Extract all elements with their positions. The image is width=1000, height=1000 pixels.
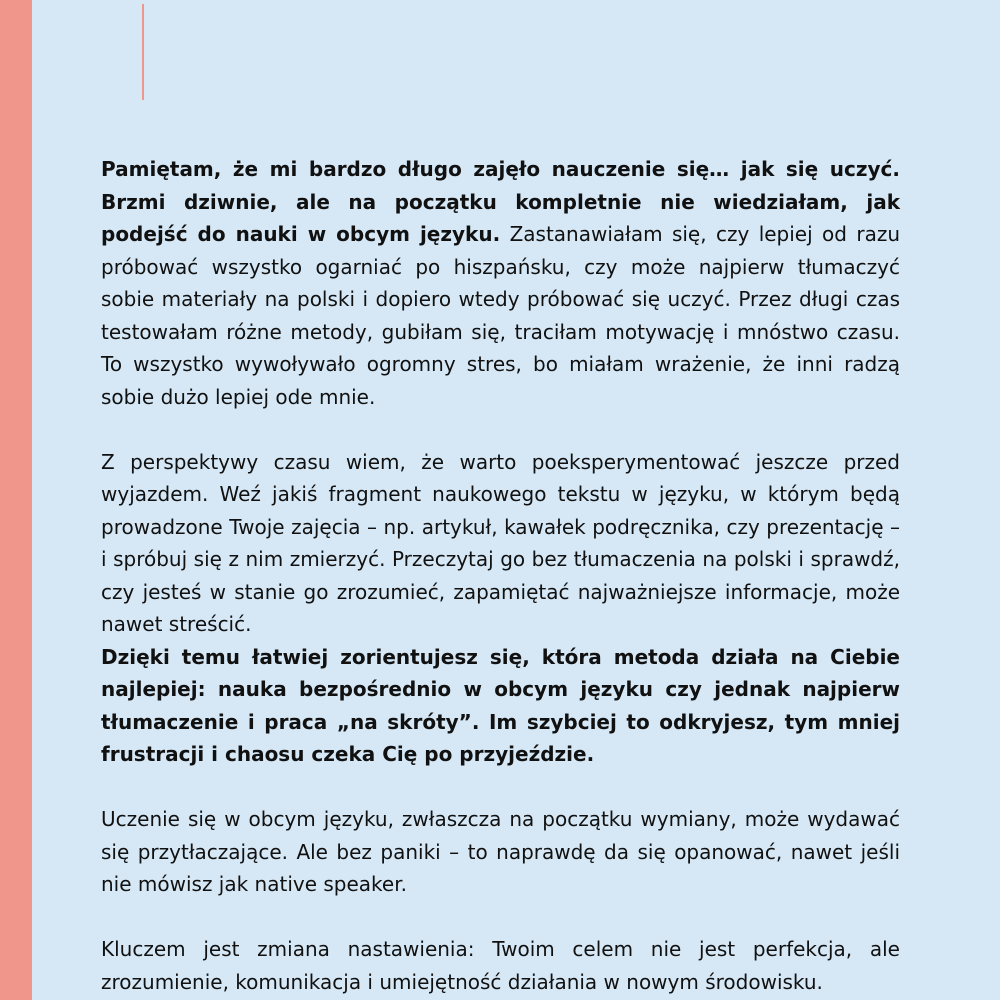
paragraph-intro — [101, 153, 900, 413]
paragraph-experiment: Z perspektywy czasu wiem, że warto poeksperymentować jeszcze przed wyjazdem. Weź jakiś fragment naukowego tekstu w języku, w którym będą prowadzone Twoje zajęcia – np. artykuł, kawałek podręcznika, czy prezentację – i spróbuj się z nim zmierzyć. Przeczytaj go bez tłumaczenia na polski i sprawdź, czy jesteś w stanie go zrozumieć, zapamiętać najważniejsze informacje, może nawet streścić. — [101, 449, 900, 636]
article-body — [101, 153, 900, 998]
paragraph-mindset: Kluczem jest zmiana nastawienia: Twoim celem nie jest perfekcja, ale zrozumienie, komunikacja i umiejętność działania w nowym środowisku. — [101, 937, 900, 994]
paragraph-method-tip: Dzięki temu łatwiej zorientujesz się, która metoda działa na Ciebie najlepiej: nauka bezpośrednio w obcym języku czy jednak najpierw tłumaczenie i praca „na skróty”. Im szybciej to odkryjesz, tym mniej frustracji i chaosu czeka Cię po przyjeździe. — [101, 644, 900, 766]
paragraph-intro-bold: Pamiętam, że mi bardzo długo zajęło nauczenie się… jak się uczyć. Brzmi dziwnie, ale na początku kompletnie nie wiedziałam, jak podejść do nauki w obcym języku. — [101, 157, 900, 246]
paragraph-spacer — [101, 901, 900, 934]
paragraph-intro-text: Zastanawiałam się, czy lepiej od razu próbować wszystko ogarniać po hiszpańsku, czy może najpierw tłumaczyć sobie materiały na polski i dopiero wtedy próbować się uczyć. Przez długi czas testowałam różne metody, gubiłam się, traciłam motywację i mnóstwo czasu. To wszystko wywoływało ogromny stres, bo miałam wrażenie, że inni radzą sobie dużo lepiej ode mnie. — [101, 222, 901, 409]
left-accent-stripe — [0, 0, 32, 1000]
top-vertical-divider — [142, 4, 144, 100]
paragraph-spacer — [101, 413, 900, 446]
paragraph-overwhelm: Uczenie się w obcym języku, zwłaszcza na początku wymiany, może wydawać się przytłaczające. Ale bez paniki – to naprawdę da się opanować, nawet jeśli nie mówisz jak native speaker. — [101, 807, 900, 896]
paragraph-spacer — [101, 771, 900, 804]
